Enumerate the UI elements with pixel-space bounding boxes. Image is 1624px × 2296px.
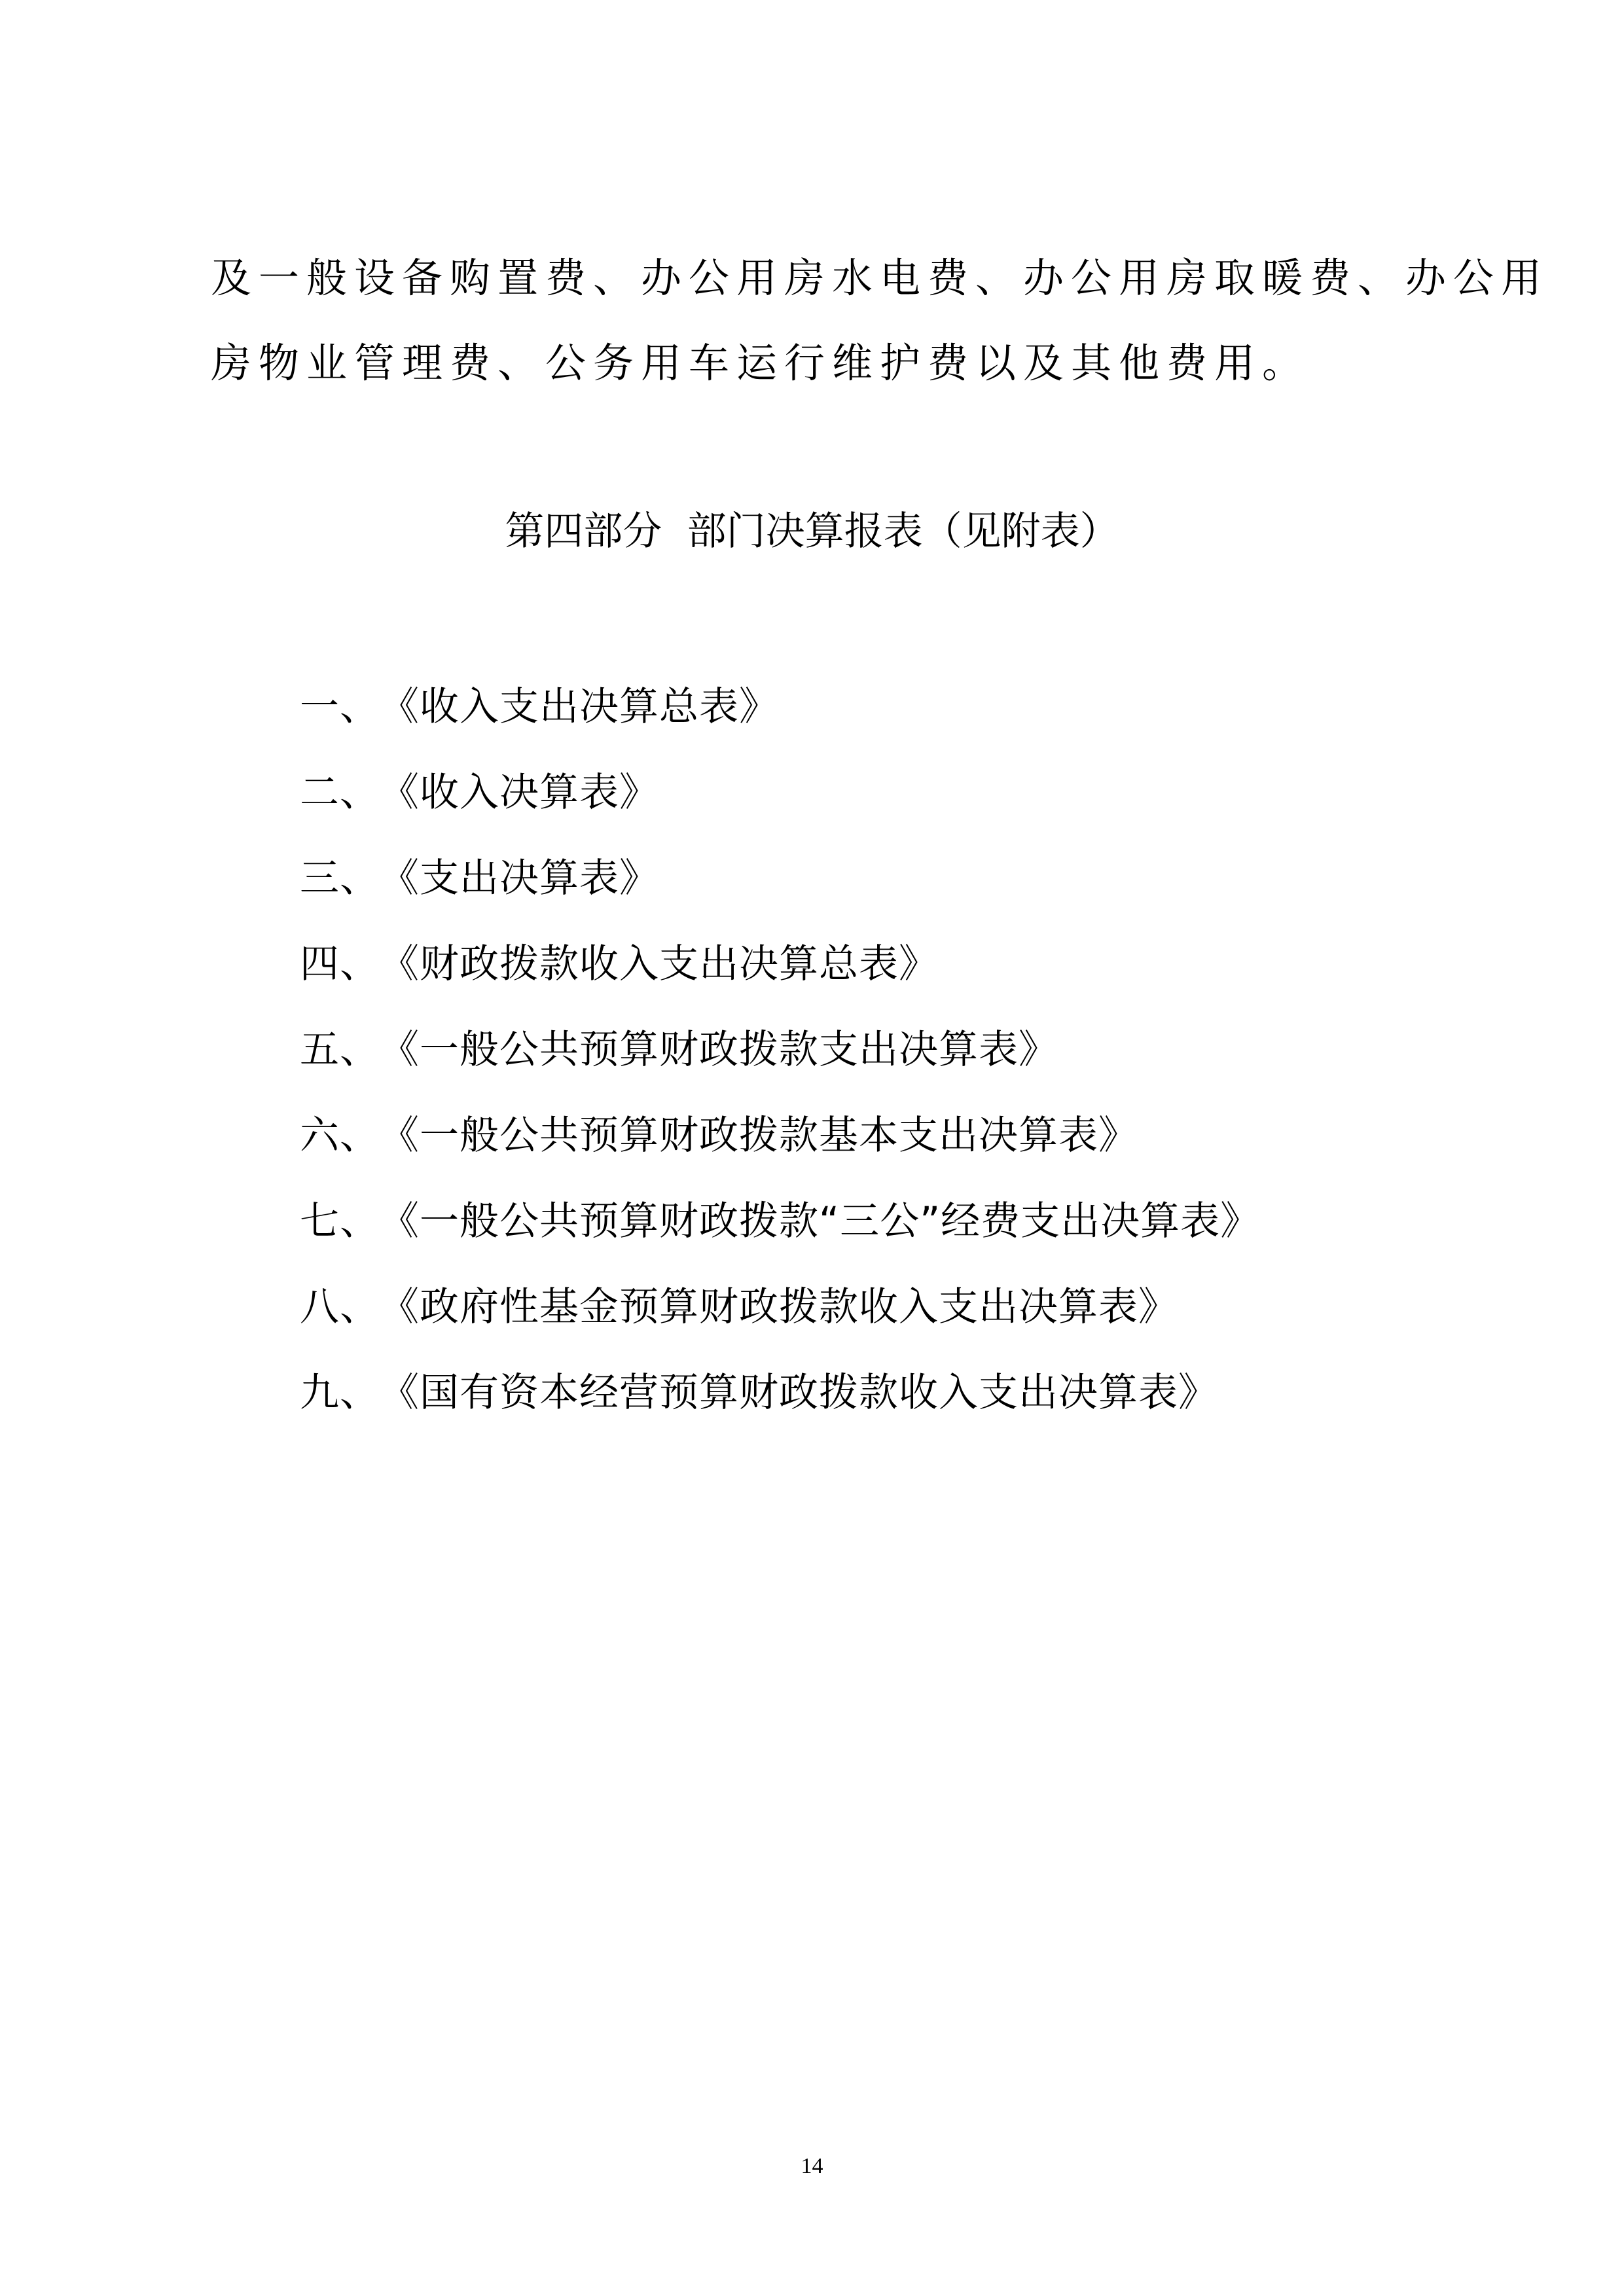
list-item-number: 二、 xyxy=(300,770,380,816)
list-item-number: 八、 xyxy=(300,1284,380,1330)
list-item-number: 九、 xyxy=(300,1370,380,1416)
paragraph-line-1: 及一般设备购置费、办公用房水电费、办公用房取暖费、办公用 xyxy=(211,254,1549,302)
page-number: 14 xyxy=(801,2154,823,2178)
list-item-3 xyxy=(300,852,1260,938)
list-item-7 xyxy=(300,1195,1260,1281)
list-item-title: 《支出决算表》 xyxy=(380,855,659,901)
list-item-number: 五、 xyxy=(300,1027,380,1073)
list-item-number: 七、 xyxy=(300,1198,380,1244)
list-item-9 xyxy=(300,1367,1260,1452)
list-item-6 xyxy=(300,1109,1260,1195)
list-item-2 xyxy=(300,766,1260,852)
list-item-number: 四、 xyxy=(300,941,380,987)
list-item-number: 一、 xyxy=(300,684,380,730)
list-item-4 xyxy=(300,938,1260,1024)
list-item-title: 《一般公共预算财政拨款“三公”经费支出决算表》 xyxy=(380,1198,1261,1244)
list-item-title: 《收入决算表》 xyxy=(380,770,659,816)
list-item-title: 《一般公共预算财政拨款基本支出决算表》 xyxy=(380,1113,1138,1158)
list-item-title: 《财政拨款收入支出决算总表》 xyxy=(380,941,939,987)
list-item-number: 六、 xyxy=(300,1113,380,1158)
list-item-1 xyxy=(300,681,1260,766)
list-item-5 xyxy=(300,1024,1260,1109)
list-item-title: 《收入支出决算总表》 xyxy=(380,684,779,730)
section-heading: 第四部分 部门决算报表（见附表） xyxy=(505,509,1119,554)
list-item-title: 《国有资本经营预算财政拨款收入支出决算表》 xyxy=(380,1370,1218,1416)
list-item-title: 《一般公共预算财政拨款支出决算表》 xyxy=(380,1027,1058,1073)
list-item-8 xyxy=(300,1281,1260,1367)
report-table-list xyxy=(300,681,1260,1452)
list-item-title: 《政府性基金预算财政拨款收入支出决算表》 xyxy=(380,1284,1178,1330)
paragraph-line-2: 房物业管理费、公务用车运行维护费以及其他费用。 xyxy=(211,339,1310,387)
list-item-number: 三、 xyxy=(300,855,380,901)
